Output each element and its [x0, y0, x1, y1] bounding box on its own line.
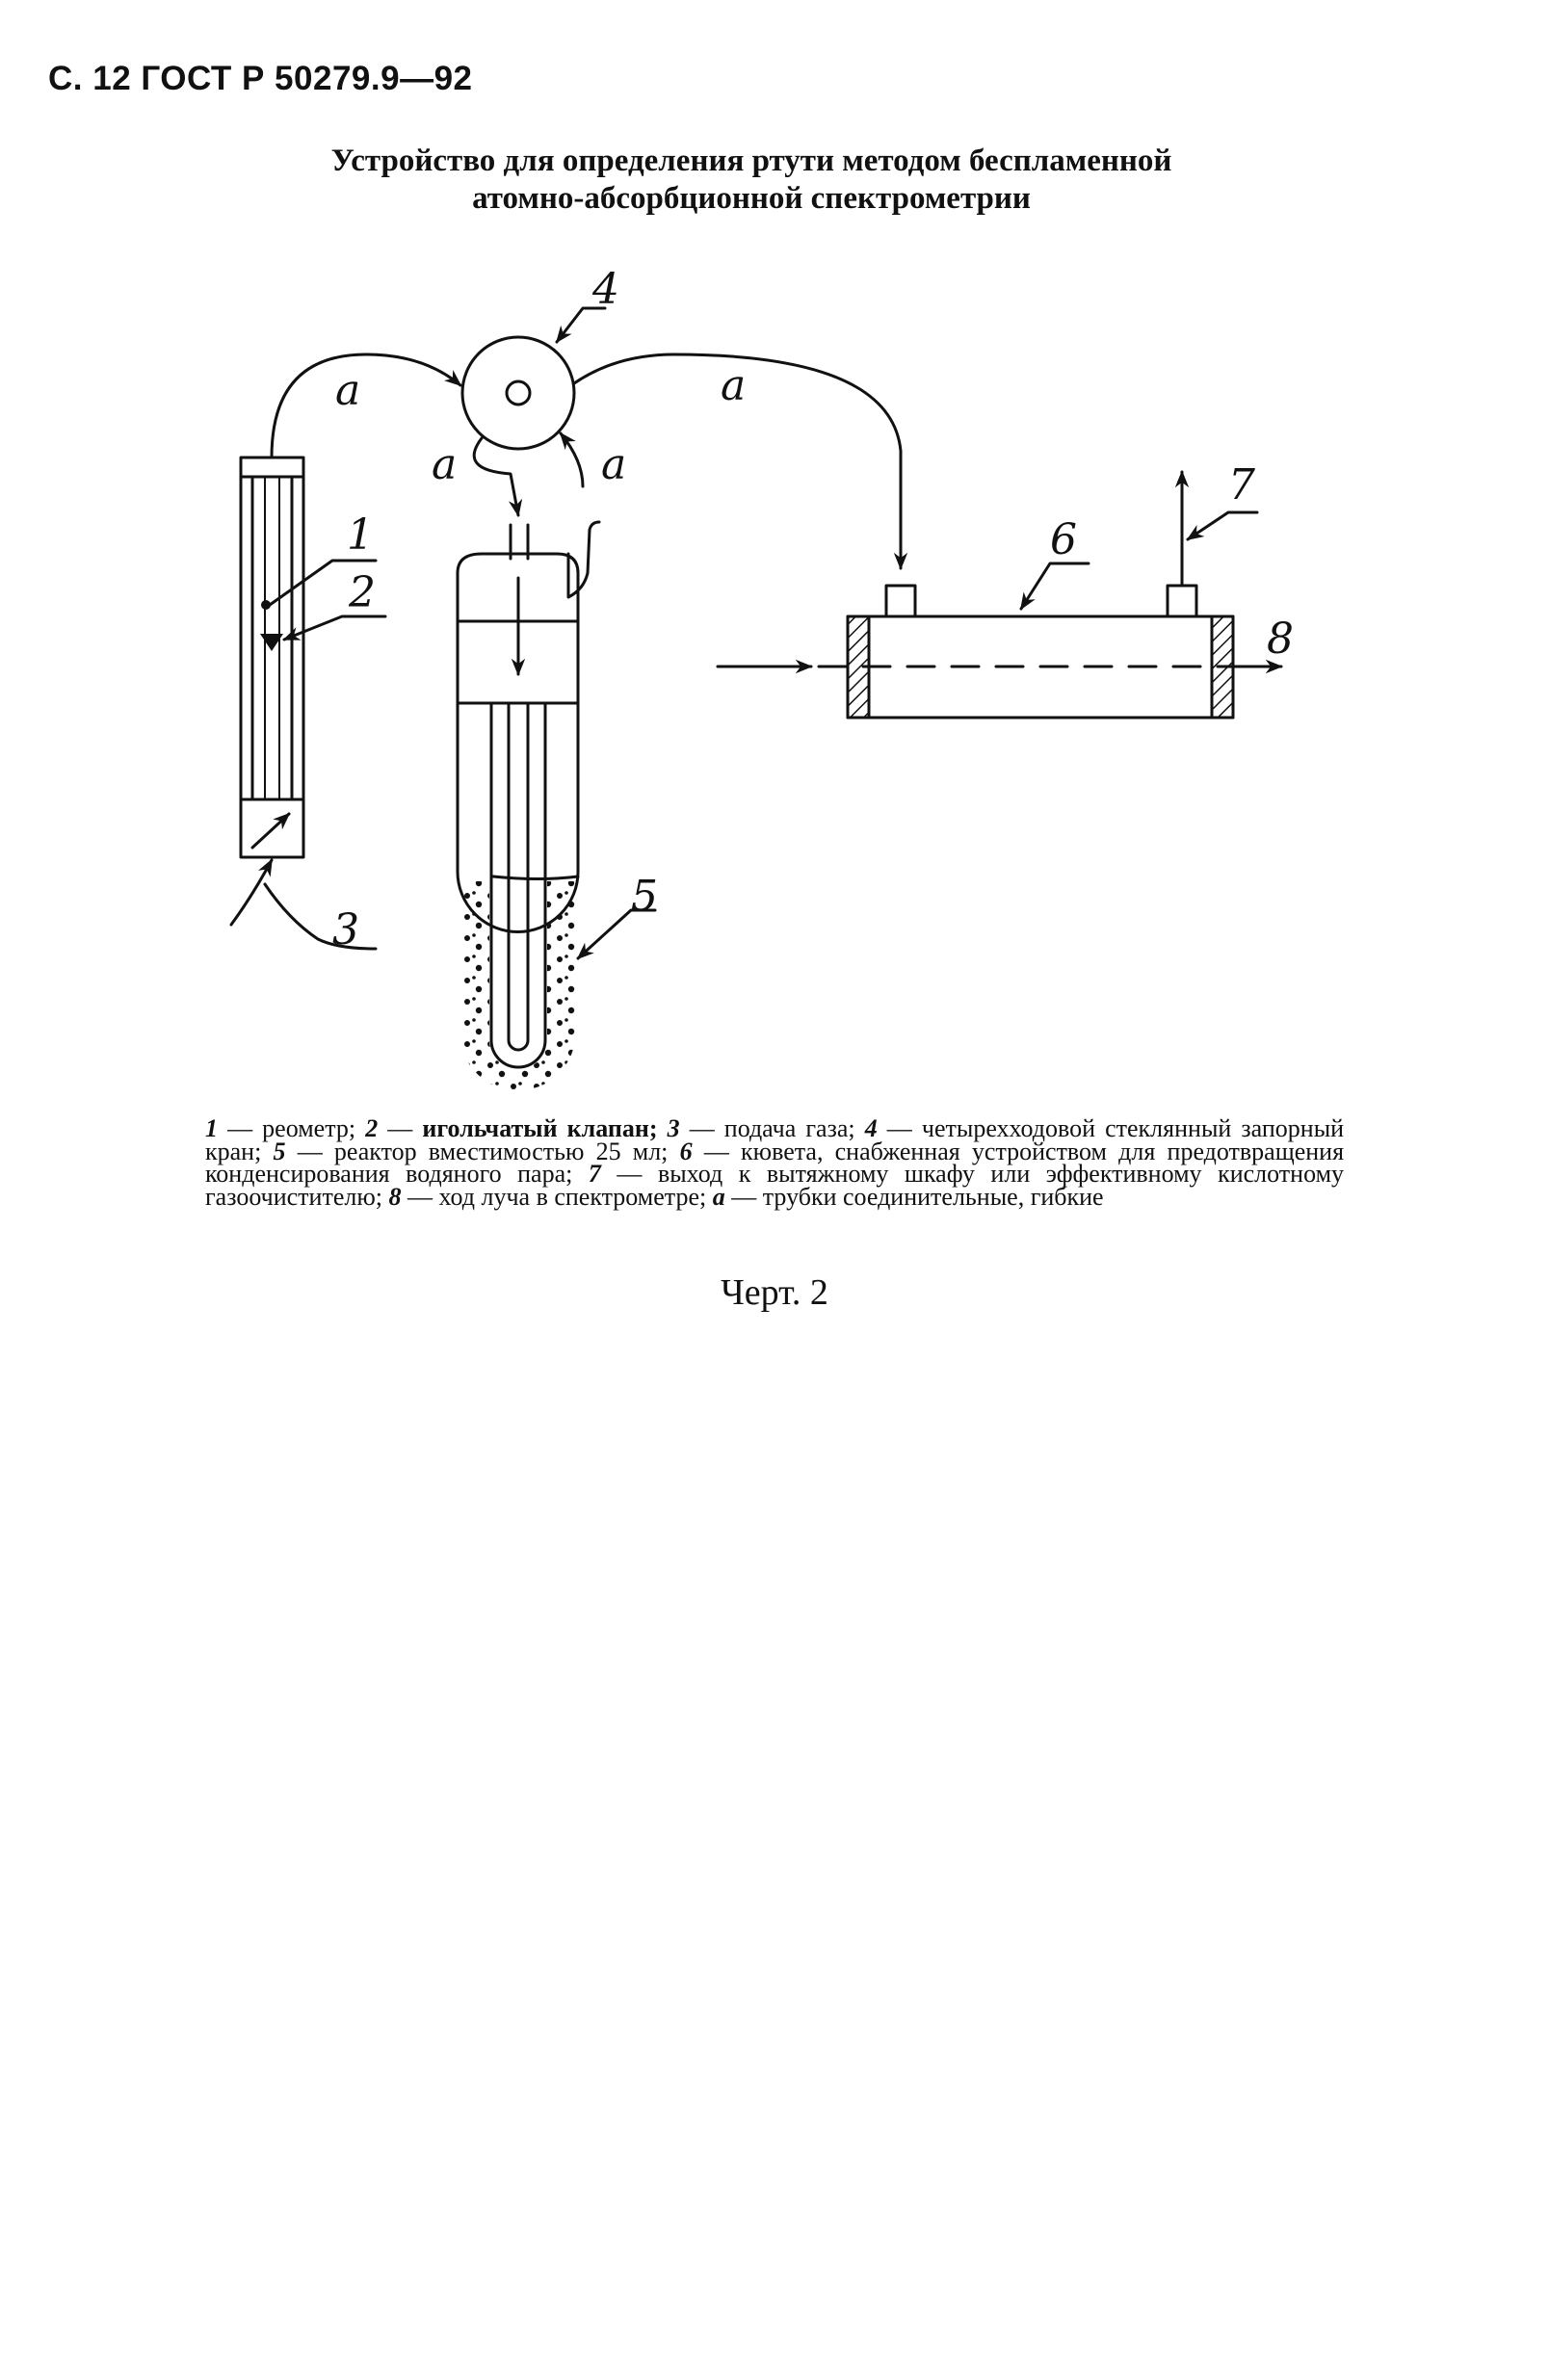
figure-number: Черт. 2 [721, 1272, 828, 1313]
label-6: 6 [1050, 515, 1077, 564]
label-8: 8 [1267, 615, 1294, 664]
label-5: 5 [631, 872, 658, 921]
legend-item: 6 — кювета, снабженная устройством для предотвращения конденсирования водяного пара; [205, 1137, 1345, 1188]
leader-6 [1021, 563, 1089, 609]
figure-title-line-1: Устройство для определения ртути методом беспламенной [330, 144, 1172, 178]
label-a-left: a [335, 366, 361, 415]
leader-2 [284, 616, 385, 640]
legend-item: 7 — выход к вытяжному шкафу или эффективному кислотному газоочистителю; [205, 1160, 1345, 1211]
tube-reactor-to-tap [561, 433, 583, 486]
figure-title-line-2: атомно-абсорбционной спектрометрии [472, 181, 1031, 216]
legend-item: 5 — реактор вместимостью 25 мл; [273, 1137, 669, 1165]
legend-item: 8 — ход луча в спектрометре; [388, 1182, 707, 1211]
page-header: С. 12 ГОСТ Р 50279.9—92 [48, 60, 473, 97]
rheometer [241, 458, 303, 857]
legend-item: 4 — четырехходовой стеклянный запорный кран; [205, 1114, 1345, 1165]
legend-item: 1 — реометр; [205, 1114, 356, 1142]
label-1: 1 [347, 510, 374, 560]
label-a-right: a [721, 361, 747, 410]
cuvette [848, 586, 1233, 718]
label-a-reactor-in: a [432, 440, 458, 489]
label-3: 3 [332, 905, 359, 955]
reactor-liquid-left [460, 881, 575, 1090]
leader-7 [1188, 512, 1257, 539]
label-4: 4 [592, 265, 619, 314]
legend-item: 2 — игольчатый клапан; [365, 1114, 658, 1142]
figure-legend [205, 1114, 1345, 1211]
legend-item: 3 — подача газа; [667, 1114, 855, 1142]
legend-item: a — трубки соединительные, гибкие [712, 1182, 1104, 1211]
label-7: 7 [1228, 460, 1255, 510]
apparatus-diagram [0, 0, 1549, 1117]
label-a-reactor-out: a [601, 440, 627, 489]
four-way-stopcock [462, 337, 574, 449]
gas-supply-line [231, 860, 272, 925]
label-2: 2 [349, 568, 376, 617]
